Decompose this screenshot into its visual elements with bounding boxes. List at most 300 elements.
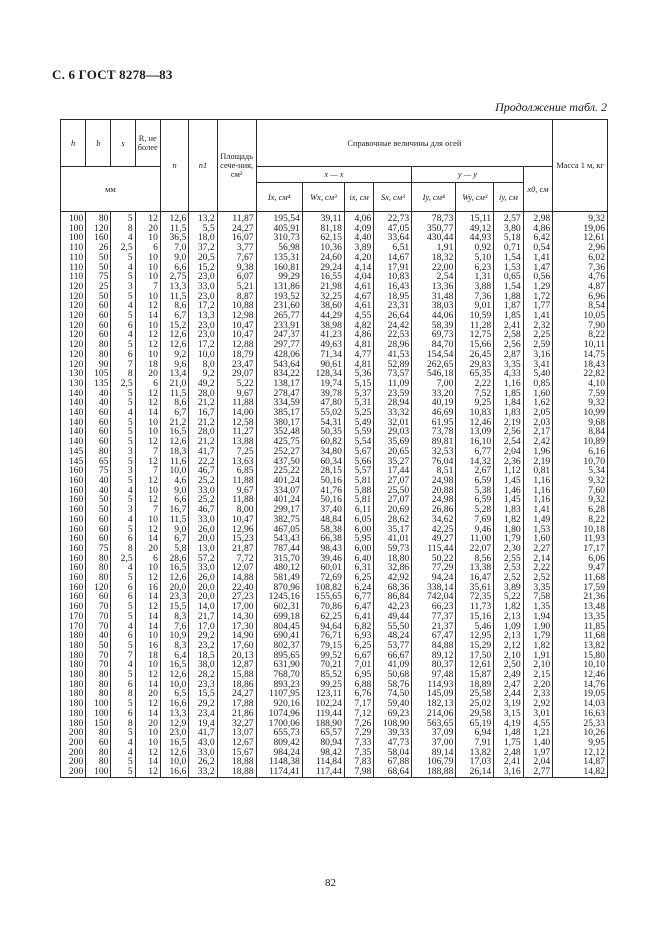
table-cell: 58,04 <box>374 748 412 758</box>
table-continuation-label: Продолжение табл. 2 <box>495 100 607 114</box>
table-cell: 60 <box>86 437 111 447</box>
table-cell: 26,45 <box>456 350 494 360</box>
table-cell: 110 <box>61 263 86 273</box>
table-cell: 10,0 <box>160 757 188 767</box>
table-cell: 180 <box>61 651 86 661</box>
table-cell: 5,81 <box>344 476 373 486</box>
table-cell: 12 <box>135 212 160 224</box>
table-cell: 21,7 <box>189 612 217 622</box>
table-cell: 80 <box>86 350 111 360</box>
table-cell: 23,3 <box>189 680 217 690</box>
table-cell: 37,00 <box>412 738 456 748</box>
table-cell: 5,81 <box>344 495 373 505</box>
table-cell: 543,64 <box>256 360 302 370</box>
table-cell: 23,31 <box>374 301 412 311</box>
table-cell: 5,46 <box>456 622 494 632</box>
table-cell: 0,81 <box>523 466 553 476</box>
table-cell: 14,32 <box>456 457 494 467</box>
table-cell: 29,2 <box>189 631 217 641</box>
table-cell: 2,04 <box>523 757 553 767</box>
table-cell: 120 <box>61 301 86 311</box>
table-cell: 18,88 <box>217 767 256 777</box>
table-cell: 8,6 <box>160 301 188 311</box>
table-cell: 12 <box>135 573 160 583</box>
table-cell: 21,98 <box>302 282 344 292</box>
table-cell: 25,02 <box>456 699 494 709</box>
table-cell: 135,31 <box>256 253 302 263</box>
table-cell: 21,2 <box>189 398 217 408</box>
table-cell: 48,24 <box>374 631 412 641</box>
table-cell: 35,27 <box>374 457 412 467</box>
table-cell: 9,25 <box>456 398 494 408</box>
table-cell: 94,24 <box>412 573 456 583</box>
table-cell: 2,56 <box>494 340 523 350</box>
table-cell: 14 <box>135 592 160 602</box>
table-cell: 12 <box>135 602 160 612</box>
table-cell: 334,07 <box>256 486 302 496</box>
table-cell: 8,0 <box>189 360 217 370</box>
table-cell: 6,31 <box>344 563 373 573</box>
table-cell: 467,05 <box>256 525 302 535</box>
table-cell: 70,21 <box>302 660 344 670</box>
table-cell: 150 <box>86 719 111 729</box>
table-cell: 58,76 <box>374 680 412 690</box>
table-cell: 1,82 <box>494 515 523 525</box>
table-cell: 7,69 <box>456 515 494 525</box>
table-cell: 70 <box>86 622 111 632</box>
table-cell: 6,00 <box>344 525 373 535</box>
table-cell: 10 <box>135 660 160 670</box>
table-cell: 12,6 <box>160 212 188 224</box>
table-cell: 160 <box>61 592 86 602</box>
table-cell: 6 <box>135 243 160 253</box>
table-cell: 480,12 <box>256 563 302 573</box>
table-cell: 6,11 <box>344 505 373 515</box>
table-cell: 33,20 <box>412 389 456 399</box>
table-cell: 12,98 <box>217 311 256 321</box>
table-cell: 5,88 <box>344 486 373 496</box>
table-cell: 4 <box>111 738 135 748</box>
table-cell: 5,67 <box>344 447 373 457</box>
table-cell: 25,50 <box>374 486 412 496</box>
table-cell: 47,73 <box>374 738 412 748</box>
table-cell: 5 <box>111 389 135 399</box>
table-row <box>61 212 608 224</box>
table-cell: 80,94 <box>302 738 344 748</box>
table-cell: 5,8 <box>160 544 188 554</box>
table-cell: 297,77 <box>256 340 302 350</box>
table-cell: 14 <box>135 622 160 632</box>
table-cell: 14 <box>135 534 160 544</box>
table-cell: 44,29 <box>302 311 344 321</box>
table-cell: 12,6 <box>160 670 188 680</box>
table-cell: 13,48 <box>553 602 608 612</box>
table-cell: 2,25 <box>523 330 553 340</box>
table-cell: 23,59 <box>374 389 412 399</box>
table-cell: 21,37 <box>412 622 456 632</box>
table-cell: 1,35 <box>523 602 553 612</box>
table-cell: 768,70 <box>256 670 302 680</box>
table-cell: 26,0 <box>189 525 217 535</box>
table-cell: 3,41 <box>523 360 553 370</box>
table-cell: 252,27 <box>256 447 302 457</box>
table-cell: 28,96 <box>374 340 412 350</box>
table-cell: 18,86 <box>217 680 256 690</box>
table-cell: 39,78 <box>302 389 344 399</box>
table-cell: 6,4 <box>160 651 188 661</box>
table-cell: 120 <box>61 321 86 331</box>
table-cell: 233,91 <box>256 321 302 331</box>
col-iy-radius-header: iy, см <box>494 183 523 212</box>
table-cell: 11,88 <box>217 398 256 408</box>
table-cell: 14,03 <box>553 699 608 709</box>
table-cell: 10 <box>135 418 160 428</box>
table-cell: 401,24 <box>256 495 302 505</box>
table-cell: 1,41 <box>523 253 553 263</box>
table-cell: 7,60 <box>553 486 608 496</box>
table-cell: 100 <box>61 224 86 234</box>
table-cell: 21,2 <box>189 437 217 447</box>
table-cell: 14 <box>135 408 160 418</box>
axis-x-header: x — x <box>256 167 412 183</box>
table-cell: 2,87 <box>494 350 523 360</box>
table-cell: 5,38 <box>456 486 494 496</box>
table-row <box>61 767 608 777</box>
table-cell: 110 <box>61 243 86 253</box>
table-cell: 23,3 <box>160 592 188 602</box>
table-cell: 5 <box>111 427 135 437</box>
table-cell: 315,70 <box>256 554 302 564</box>
table-cell: 12 <box>135 748 160 758</box>
table-cell: 188,88 <box>412 767 456 777</box>
table-cell: 135 <box>86 379 111 389</box>
table-cell: 4,55 <box>344 311 373 321</box>
table-cell: 105 <box>86 369 111 379</box>
table-cell: 699,18 <box>256 612 302 622</box>
table-cell: 160 <box>61 505 86 515</box>
table-cell: 12,87 <box>217 660 256 670</box>
table-cell: 9,01 <box>456 301 494 311</box>
table-cell: 25,58 <box>456 689 494 699</box>
table-cell: 4,81 <box>344 360 373 370</box>
table-cell: 33,0 <box>189 748 217 758</box>
table-cell: 41,53 <box>374 350 412 360</box>
table-cell: 80 <box>86 757 111 767</box>
table-cell: 20,0 <box>189 534 217 544</box>
table-cell: 170 <box>61 612 86 622</box>
table-cell: 1,53 <box>494 263 523 273</box>
table-cell: 9,0 <box>160 253 188 263</box>
table-cell: 20 <box>135 689 160 699</box>
table-cell: 4,33 <box>494 369 523 379</box>
table-cell: 20 <box>135 719 160 729</box>
table-cell: 12,9 <box>160 719 188 729</box>
table-cell: 43,0 <box>189 738 217 748</box>
table-cell: 18,0 <box>189 233 217 243</box>
table-cell: 50 <box>86 505 111 515</box>
table-cell: 10,36 <box>302 243 344 253</box>
table-cell: 10,0 <box>160 680 188 690</box>
table-cell: 6,67 <box>344 651 373 661</box>
table-cell: 401,24 <box>256 476 302 486</box>
table-cell: 23,0 <box>189 272 217 282</box>
table-cell: 19,74 <box>302 379 344 389</box>
page-number: 82 <box>325 877 336 889</box>
table-cell: 6 <box>135 554 160 564</box>
table-cell: 6,23 <box>456 263 494 273</box>
table-cell: 15,16 <box>456 612 494 622</box>
table-cell: 13,82 <box>456 748 494 758</box>
table-cell: 27,07 <box>374 476 412 486</box>
table-cell: 72,35 <box>456 592 494 602</box>
table-cell: 47,05 <box>374 224 412 234</box>
table-cell: 17,88 <box>217 699 256 709</box>
table-cell: 4 <box>111 408 135 418</box>
table-cell: 7 <box>111 360 135 370</box>
table-cell: 6,7 <box>160 534 188 544</box>
table-cell: 49,44 <box>374 612 412 622</box>
table-cell: 5 <box>111 612 135 622</box>
table-cell: 7,6 <box>160 622 188 632</box>
table-cell: 6,25 <box>344 573 373 583</box>
table-cell: 4 <box>111 233 135 243</box>
table-cell: 160 <box>61 563 86 573</box>
table-cell: 7,72 <box>217 554 256 564</box>
table-cell: 4,55 <box>523 719 553 729</box>
table-cell: 2,52 <box>523 573 553 583</box>
table-cell: 2,48 <box>494 748 523 758</box>
table-cell: 2,04 <box>494 447 523 457</box>
table-cell: 1,45 <box>494 495 523 505</box>
table-cell: 2,10 <box>494 651 523 661</box>
table-cell: 16,07 <box>217 233 256 243</box>
table-cell: 7 <box>111 651 135 661</box>
table-cell: 6 <box>111 534 135 544</box>
table-cell: 12 <box>135 767 160 777</box>
table-cell: 13,36 <box>412 282 456 292</box>
table-cell: 60 <box>86 427 111 437</box>
table-cell: 1,60 <box>523 534 553 544</box>
table-cell: 18,89 <box>456 680 494 690</box>
table-cell: 0,71 <box>494 243 523 253</box>
table-cell: 17,30 <box>217 622 256 632</box>
table-cell: 16,7 <box>189 408 217 418</box>
table-cell: 4,20 <box>344 253 373 263</box>
table-cell: 21,86 <box>217 709 256 719</box>
table-cell: 28,0 <box>189 427 217 437</box>
table-cell: 11,88 <box>217 476 256 486</box>
table-cell: 180 <box>61 709 86 719</box>
table-cell: 66,67 <box>374 651 412 661</box>
table-cell: 3 <box>111 282 135 292</box>
table-cell: 12 <box>135 437 160 447</box>
table-cell: 120 <box>86 224 111 234</box>
table-cell: 76,04 <box>412 457 456 467</box>
table-cell: 7,0 <box>160 243 188 253</box>
table-cell: 1,77 <box>523 301 553 311</box>
table-cell: 1,96 <box>523 447 553 457</box>
table-cell: 10,70 <box>553 457 608 467</box>
table-cell: 12 <box>135 301 160 311</box>
table-cell: 4,6 <box>160 476 188 486</box>
table-cell: 655,73 <box>256 728 302 738</box>
table-cell: 100 <box>61 233 86 243</box>
table-cell: 1,40 <box>523 738 553 748</box>
table-cell: 120 <box>61 292 86 302</box>
table-cell: 12,46 <box>553 670 608 680</box>
table-cell: 68,36 <box>374 583 412 593</box>
table-cell: 5 <box>111 757 135 767</box>
table-cell: 14,76 <box>553 680 608 690</box>
table-cell: 70,86 <box>302 602 344 612</box>
table-cell: 160 <box>61 525 86 535</box>
table-cell: 160 <box>61 554 86 564</box>
table-cell: 60,34 <box>302 457 344 467</box>
table-cell: 14 <box>135 757 160 767</box>
col-iy-moment-header: Iy, см⁴ <box>412 183 456 212</box>
table-cell: 7,35 <box>344 748 373 758</box>
table-cell: 7,90 <box>553 321 608 331</box>
table-cell: 3,35 <box>523 583 553 593</box>
table-cell: 12,6 <box>160 437 188 447</box>
table-cell: 15,5 <box>160 602 188 612</box>
table-cell: 4,76 <box>553 272 608 282</box>
table-cell: 2,67 <box>456 466 494 476</box>
table-cell: 16,47 <box>456 573 494 583</box>
table-cell: 5 <box>111 602 135 612</box>
table-cell: 138,17 <box>256 379 302 389</box>
table-cell: 5 <box>111 641 135 651</box>
table-cell: 97,48 <box>412 670 456 680</box>
table-cell: 90,61 <box>302 360 344 370</box>
table-cell: 49,12 <box>456 224 494 234</box>
table-cell: 11,88 <box>217 495 256 505</box>
table-cell: 20 <box>135 544 160 554</box>
axis-y-header: y — y <box>412 167 523 183</box>
table-cell: 23,47 <box>217 360 256 370</box>
table-cell: 4,67 <box>344 292 373 302</box>
table-cell: 12,88 <box>217 340 256 350</box>
table-cell: 984,24 <box>256 748 302 758</box>
table-cell: 29,24 <box>302 263 344 273</box>
table-cell: 65,19 <box>456 719 494 729</box>
table-cell: 4 <box>111 486 135 496</box>
table-cell: 2,22 <box>456 379 494 389</box>
table-cell: 10 <box>135 321 160 331</box>
table-cell: 6 <box>111 583 135 593</box>
table-cell: 834,22 <box>256 369 302 379</box>
table-cell: 84,88 <box>412 641 456 651</box>
table-cell: 50,35 <box>302 427 344 437</box>
table-cell: 15,5 <box>189 689 217 699</box>
table-cell: 98,42 <box>302 748 344 758</box>
table-cell: 5 <box>111 767 135 777</box>
table-cell: 19,4 <box>189 719 217 729</box>
table-cell: 9,46 <box>456 525 494 535</box>
table-cell: 7 <box>135 466 160 476</box>
table-cell: 50 <box>86 292 111 302</box>
table-cell: 16,63 <box>553 709 608 719</box>
table-cell: 44,06 <box>412 311 456 321</box>
table-cell: 10,9 <box>160 631 188 641</box>
table-cell: 99,29 <box>256 272 302 282</box>
table-cell: 1,84 <box>494 398 523 408</box>
table-cell: 5,57 <box>344 466 373 476</box>
table-cell: 120 <box>61 282 86 292</box>
table-cell: 1148,38 <box>256 757 302 767</box>
table-cell: 4 <box>111 660 135 670</box>
table-cell: 12,58 <box>217 418 256 428</box>
table-cell: 16 <box>135 583 160 593</box>
table-cell: 56,98 <box>256 243 302 253</box>
table-cell: 546,18 <box>412 369 456 379</box>
table-cell: 180 <box>61 699 86 709</box>
table-cell: 50,68 <box>374 670 412 680</box>
table-cell: 24,98 <box>412 495 456 505</box>
table-cell: 110 <box>61 272 86 282</box>
table-cell: 7,12 <box>344 709 373 719</box>
table-cell: 2,75 <box>160 272 188 282</box>
table-cell: 1,88 <box>494 292 523 302</box>
table-cell: 6,24 <box>344 583 373 593</box>
table-cell: 35,17 <box>374 525 412 535</box>
table-cell: 6,07 <box>217 272 256 282</box>
table-cell: 12 <box>135 330 160 340</box>
table-cell: 84,70 <box>412 340 456 350</box>
table-cell: 27,23 <box>217 592 256 602</box>
table-cell: 4 <box>111 622 135 632</box>
table-cell: 8 <box>111 689 135 699</box>
table-cell: 80 <box>86 728 111 738</box>
table-cell: 1,46 <box>494 486 523 496</box>
table-cell: 59,40 <box>374 699 412 709</box>
table-cell: 2,50 <box>494 660 523 670</box>
table-cell: 10,88 <box>217 301 256 311</box>
table-cell: 2,32 <box>523 321 553 331</box>
table-cell: 69,23 <box>374 709 412 719</box>
table-cell: 77,37 <box>412 612 456 622</box>
table-cell: 13,3 <box>189 311 217 321</box>
table-cell: 38,60 <box>302 301 344 311</box>
table-cell: 10 <box>135 563 160 573</box>
table-cell: 120 <box>61 330 86 340</box>
table-cell: 12,6 <box>160 340 188 350</box>
table-cell: 2,41 <box>494 757 523 767</box>
table-cell: 16,43 <box>374 282 412 292</box>
table-cell: 55,50 <box>374 622 412 632</box>
table-cell: 22,2 <box>189 457 217 467</box>
table-cell: 140 <box>61 408 86 418</box>
col-x0-header: x0, см <box>523 167 553 212</box>
table-cell: 2,41 <box>494 321 523 331</box>
table-cell: 1,29 <box>523 282 553 292</box>
table-cell: 40 <box>86 631 111 641</box>
table-cell: 22,53 <box>374 330 412 340</box>
table-cell: 10,83 <box>456 408 494 418</box>
table-cell: 17,00 <box>217 602 256 612</box>
table-cell: 114,84 <box>302 757 344 767</box>
table-cell: 60 <box>86 311 111 321</box>
table-cell: 80 <box>86 563 111 573</box>
table-cell: 15,80 <box>553 651 608 661</box>
table-cell: 1,54 <box>494 253 523 263</box>
table-cell: 128,34 <box>302 369 344 379</box>
table-cell: 6,76 <box>344 689 373 699</box>
table-cell: 77,29 <box>412 563 456 573</box>
table-cell: 21,87 <box>217 544 256 554</box>
table-cell: 50 <box>86 641 111 651</box>
table-cell: 543,43 <box>256 534 302 544</box>
